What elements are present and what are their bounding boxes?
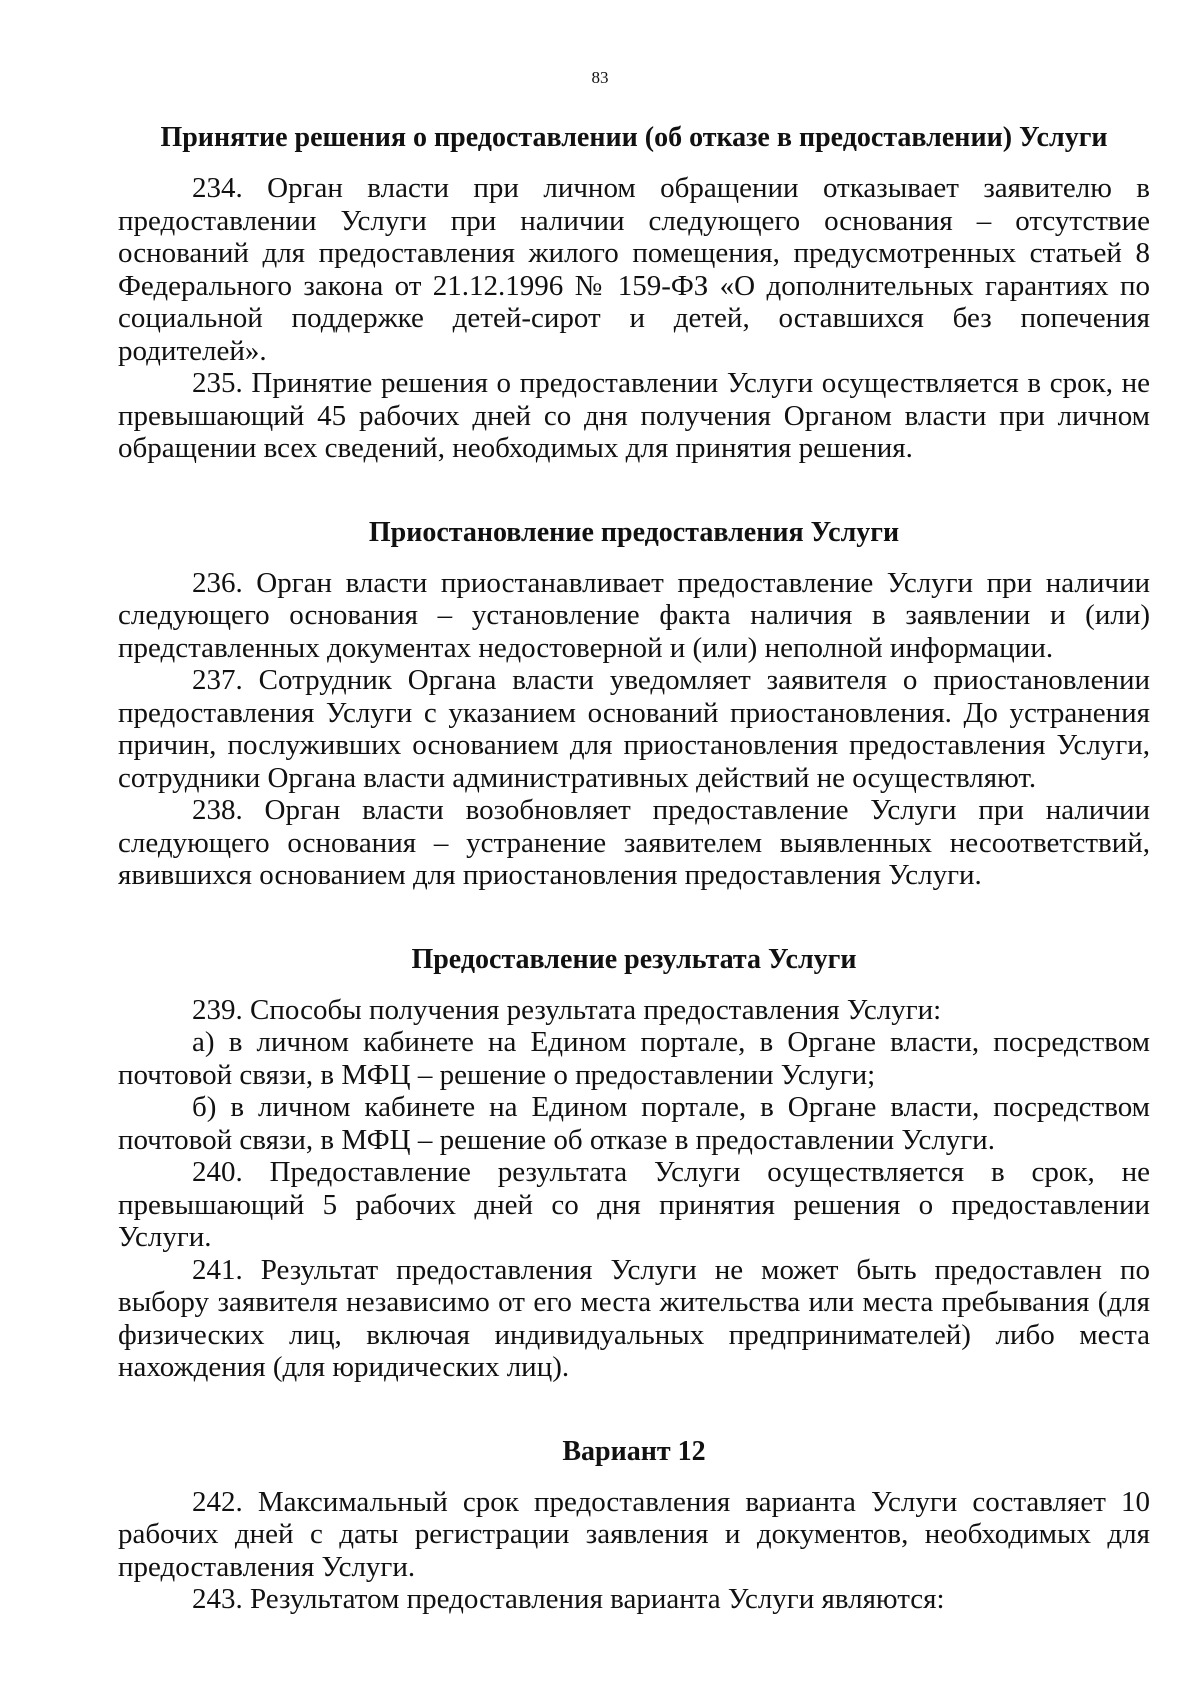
paragraph-241: 241. Результат предоставления Услуги не может быть предоставлен по выбору заявителя независимо от его места жительства или места пребывания (для физических лиц, включая индивидуальных предпринимателей) либо места нахождения (для юридических лиц). (118, 1253, 1150, 1383)
section-heading-decision: Принятие решения о предоставлении (об отказе в предоставлении) Услуги (160, 122, 1108, 153)
paragraph-235: 235. Принятие решения о предоставлении Услуги осуществляется в срок, не превышающий 45 рабочих дней со дня получения Органом власти при личном обращении всех сведений, необходимых для принятия решения. (118, 367, 1150, 464)
paragraph-237: 237. Сотрудник Органа власти уведомляет заявителя о приостановлении предоставления Услуги с указанием оснований приостановления. До устранения причин, послуживших основанием для приостановления предоставления Услуги, сотрудники Органа власти административных действий не осуществляют. (118, 664, 1150, 794)
paragraph-238: 238. Орган власти возобновляет предоставление Услуги при наличии следующего основания – устранение заявителем выявленных несоответствий, явившихся основанием для приостановления предоставления Услуги. (118, 794, 1150, 891)
paragraph-239-b: б) в личном кабинете на Едином портале, в Органе власти, посредством почтовой связи, в МФЦ – решение об отказе в предоставлении Услуги. (118, 1091, 1150, 1156)
section-heading-suspension: Приостановление предоставления Услуги (368, 516, 900, 548)
document-body (118, 122, 1150, 1616)
paragraph-239: 239. Способы получения результата предоставления Услуги: (192, 993, 942, 1026)
paragraph-239-a: а) в личном кабинете на Едином портале, в Органе власти, посредством почтовой связи, в МФЦ – решение о предоставлении Услуги; (118, 1026, 1150, 1091)
paragraph-243: 243. Результатом предоставления варианта Услуги являются: (192, 1583, 945, 1615)
section-heading-variant-12: Вариант 12 (562, 1435, 706, 1467)
paragraph-234: 234. Орган власти при личном обращении отказывает заявителю в предоставлении Услуги при наличии следующего основания – отсутствие оснований для предоставления жилого помещения, предусмотренных статьей 8 Федерального закона от 21.12.1996 № 159-ФЗ «О дополнительных гарантиях по социальной поддержке детей-сирот и детей, оставшихся без попечения родителей». (118, 172, 1150, 367)
section-heading-result: Предоставление результата Услуги (411, 943, 857, 975)
paragraph-236: 236. Орган власти приостанавливает предоставление Услуги при наличии следующего основания – установление факта наличия в заявлении и (или) представленных документах недостоверной и (или) неполной информации. (118, 566, 1150, 664)
paragraph-242: 242. Максимальный срок предоставления варианта Услуги составляет 10 рабочих дней с даты регистрации заявления и документов, необходимых для предоставления Услуги. (118, 1485, 1150, 1583)
page-number: 83 (591, 68, 609, 87)
paragraph-240: 240. Предоставление результата Услуги осуществляется в срок, не превышающий 5 рабочих дней со дня принятия решения о предоставлении Услуги. (118, 1156, 1150, 1253)
